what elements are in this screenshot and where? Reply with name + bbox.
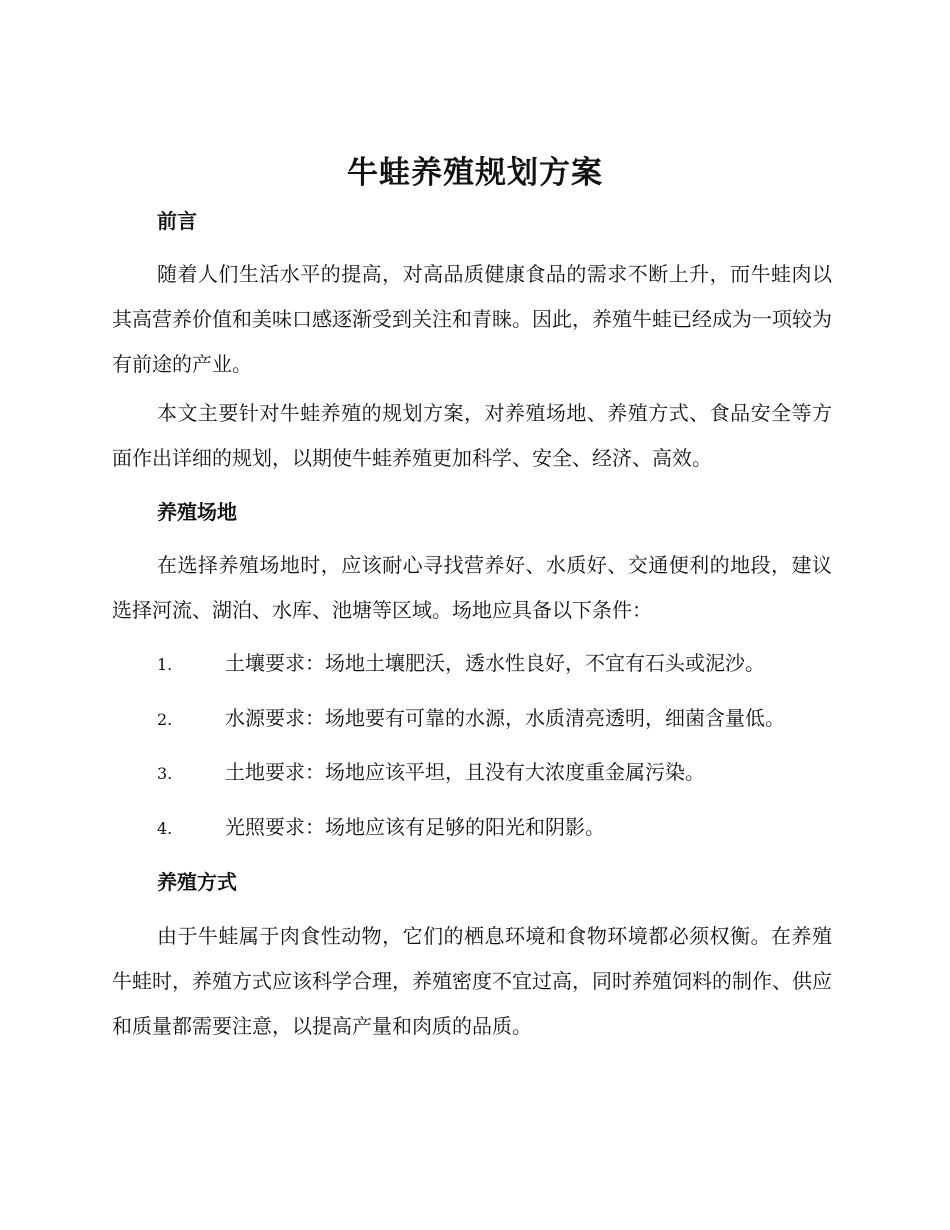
list-item [157, 703, 847, 735]
method-paragraph-1: 由于牛蛙属于肉食性动物，它们的栖息环境和食物环境都必须权衡。在养殖牛蛙时，养殖方式应该科学合理，养殖密度不宜过高，同时养殖饲料的制作、供应和质量都需要注意，以提高产量和肉质的品质。 [112, 924, 832, 1038]
list-number: 1. [157, 655, 173, 674]
list-number: 4. [157, 819, 173, 838]
preface-paragraph-2: 本文主要针对牛蛙养殖的规划方案，对养殖场地、养殖方式、食品安全等方面作出详细的规划，以期使牛蛙养殖更加科学、安全、经济、高效。 [112, 401, 832, 470]
list-number: 2. [157, 710, 173, 729]
section-heading-method: 养殖方式 [157, 870, 237, 894]
list-text: 土壤要求：场地土壤肥沃，透水性良好，不宜有石头或泥沙。 [225, 651, 765, 675]
list-item [157, 648, 847, 680]
document-title: 牛蛙养殖规划方案 [347, 155, 603, 191]
list-number: 3. [157, 764, 173, 783]
list-text: 土地要求：场地应该平坦，且没有大浓度重金属污染。 [225, 760, 705, 784]
section-heading-preface: 前言 [157, 209, 197, 233]
list-item [157, 757, 847, 789]
section-heading-site: 养殖场地 [157, 500, 237, 524]
site-paragraph-1: 在选择养殖场地时，应该耐心寻找营养好、水质好、交通便利的地段，建议选择河流、湖泊、水库、池塘等区域。场地应具备以下条件： [112, 553, 832, 622]
list-text: 光照要求：场地应该有足够的阳光和阴影。 [225, 815, 605, 839]
list-item [157, 812, 847, 844]
preface-paragraph-1: 随着人们生活水平的提高，对高品质健康食品的需求不断上升，而牛蛙肉以其高营养价值和美味口感逐渐受到关注和青睐。因此，养殖牛蛙已经成为一项较为有前途的产业。 [112, 262, 832, 376]
list-text: 水源要求：场地要有可靠的水源，水质清亮透明，细菌含量低。 [225, 706, 785, 730]
